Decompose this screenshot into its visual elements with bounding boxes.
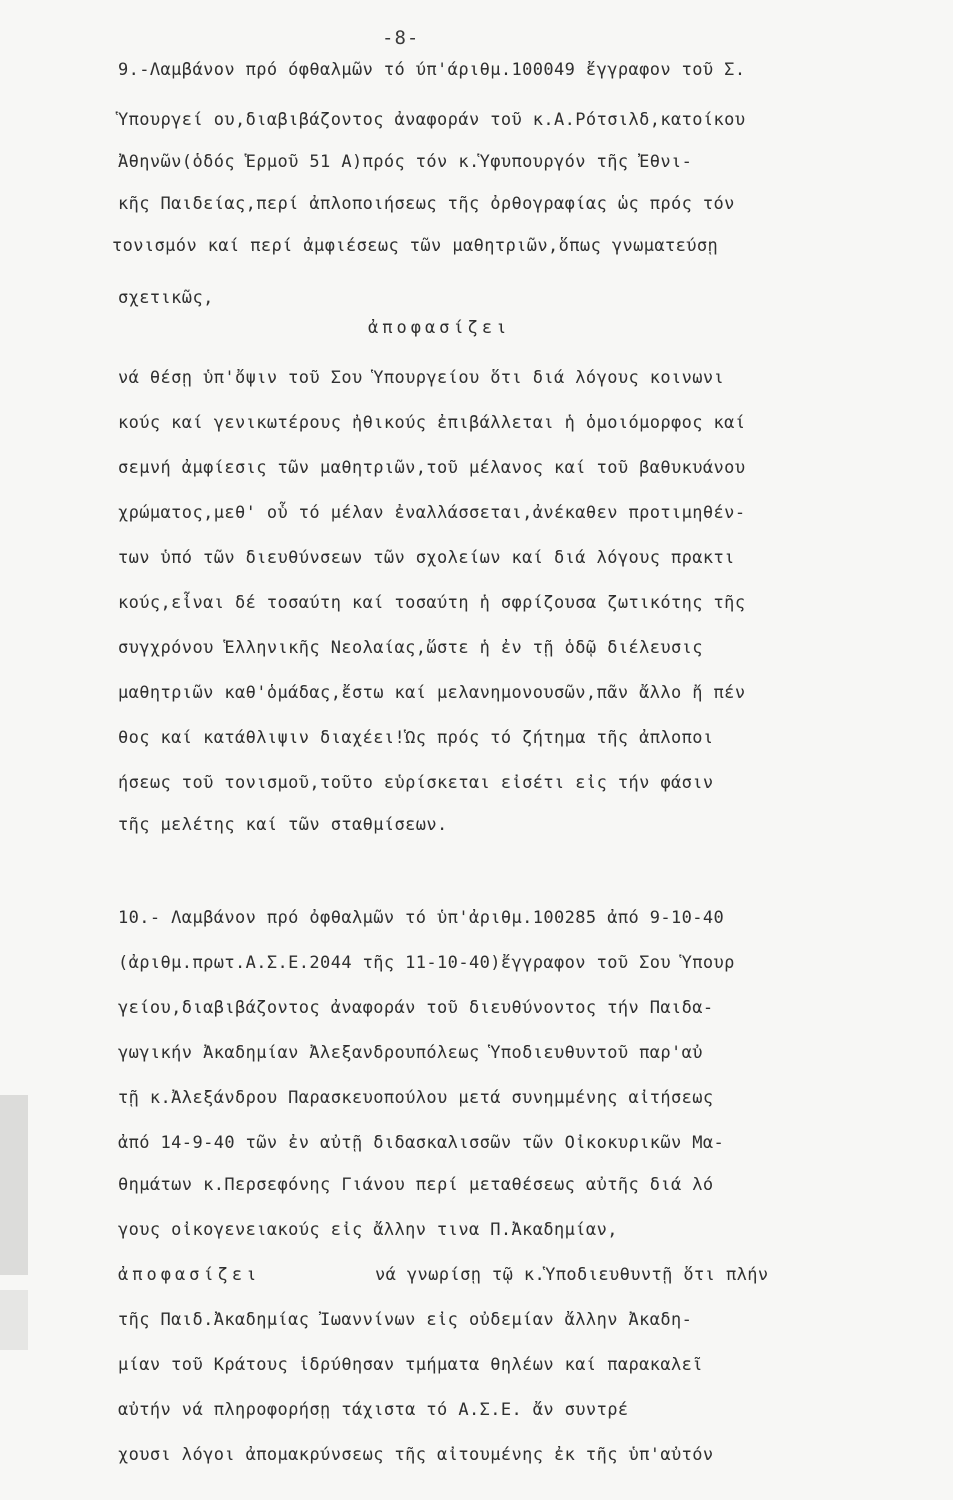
decision-heading: ἀποφασίζει <box>118 1265 261 1285</box>
text-line: κούς καί γενικωτέρους ἠθικούς ἐπιβάλλεται ἡ ὁμοιόμορφος καί <box>118 413 746 433</box>
text-line: γους οἰκογενειακούς εἰς ἄλλην τινα Π.Ἀκαδημίαν, <box>118 1220 618 1240</box>
text-line: σχετικῶς, <box>118 288 214 308</box>
text-line: μαθητριῶν καθ'ὁμάδας,ἔστω καί μελανημονουσῶν,πᾶν ἄλλο ἤ πέν <box>118 683 746 703</box>
text-line: νά θέσῃ ὑπ'ὄψιν τοῦ Σου Ὑπουργείου ὅτι διά λόγους κοινωνι <box>118 368 725 388</box>
text-line: χουσι λόγοι ἀπομακρύνσεως τῆς αἰτουμένης ἐκ τῆς ὑπ'αὐτόν <box>118 1445 714 1465</box>
text-line: αὐτήν νά πληροφορήσῃ τάχιστα τό Α.Σ.Ε. ἄν συντρέ <box>118 1400 629 1420</box>
text-line: γείου,διαβιβάζοντος ἀναφοράν τοῦ διευθύνοντος τήν Παιδα- <box>118 998 714 1018</box>
text-line: σεμνή ἀμφίεσις τῶν μαθητριῶν,τοῦ μέλανος καί τοῦ βαθυκυάνου <box>118 458 746 478</box>
text-line: τῆς Παιδ.Ἀκαδημίας Ἰωαννίνων εἰς οὐδεμίαν ἄλλην Ἀκαδη- <box>118 1310 693 1330</box>
text-line: χρώματος,μεθ' οὗ τό μέλαν ἐναλλάσσεται,ἀνέκαθεν προτιμηθέν- <box>118 503 746 523</box>
text-line: 10.- Λαμβάνον πρό ὀφθαλμῶν τό ὑπ'ἀριθμ.100285 ἀπό 9-10-40 <box>118 908 725 928</box>
scan-edge-shadow <box>0 1290 28 1350</box>
text-line: μίαν τοῦ Κράτους ἱδρύθησαν τμήματα θηλέων καί παρακαλεῖ <box>118 1355 703 1375</box>
text-line: Ὑπουργεί ου,διαβιβάζοντος ἀναφοράν τοῦ κ.Α.Ρότσιλδ,κατοίκου <box>118 110 746 130</box>
text-line: συγχρόνου Ἑλληνικῆς Νεολαίας,ὥστε ἡ ἐν τῇ ὁδῷ διέλευσις <box>118 638 703 658</box>
text-line: θημάτων κ.Περσεφόνης Γιάνου περί μεταθέσεως αὐτῆς διά λό <box>118 1175 714 1195</box>
text-line: τονισμόν καί περί ἀμφιέσεως τῶν μαθητριῶν,ὅπως γνωματεύσῃ <box>112 236 719 256</box>
text-line: θος καί κατάθλιψιν διαχέει!Ὡς πρός τό ζήτημα τῆς ἀπλοποι <box>118 728 714 748</box>
text-line: κῆς Παιδείας,περί ἀπλοποιήσεως τῆς ὀρθογραφίας ὡς πρός τόν <box>118 194 735 214</box>
text-line: νά γνωρίσῃ τῷ κ.Ὑποδιευθυντῇ ὅτι πλήν <box>375 1265 769 1285</box>
text-line: ἀπό 14-9-40 τῶν ἐν αὐτῇ διδασκαλισσῶν τῶν Οἰκοκυρικῶν Μα- <box>118 1133 725 1153</box>
text-line: γωγικήν Ἀκαδημίαν Ἀλεξανδρουπόλεως Ὑποδιευθυντοῦ παρ'αὐ <box>118 1043 703 1063</box>
text-line: Ἀθηνῶν(ὁδός Ἑρμοῦ 51 Α)πρός τόν κ.Ὑφυπουργόν τῆς Ἐθνι- <box>118 152 693 172</box>
text-line: ήσεως τοῦ τονισμοῦ,τοῦτο εὑρίσκεται εἰσέτι εἰς τήν φάσιν <box>118 773 714 793</box>
text-line: 9.-Λαμβάνον πρό όφθαλμῶν τό ύπ'άριθμ.100049 ἔγγραφον τοῦ Σ. <box>118 60 746 80</box>
text-line: (ἀριθμ.πρωτ.Α.Σ.Ε.2044 τῆς 11-10-40)ἔγγραφον τοῦ Σου Ὑπουρ <box>118 953 735 973</box>
decision-heading: ἀποφασίζει <box>368 318 511 338</box>
text-line: των ὑπό τῶν διευθύνσεων τῶν σχολείων καί διά λόγους πρακτι <box>118 548 735 568</box>
text-line: τῆς μελέτης καί τῶν σταθμίσεων. <box>118 815 448 835</box>
scan-edge-shadow <box>0 1095 28 1275</box>
text-line: κούς,εἶναι δέ τοσαύτη καί τοσαύτη ἡ σφρίζουσα ζωτικότης τῆς <box>118 593 746 613</box>
page-number: -8- <box>382 27 420 49</box>
text-line: τῇ κ.Ἀλεξάνδρου Παρασκευοπούλου μετά συνημμένης αἰτήσεως <box>118 1088 714 1108</box>
